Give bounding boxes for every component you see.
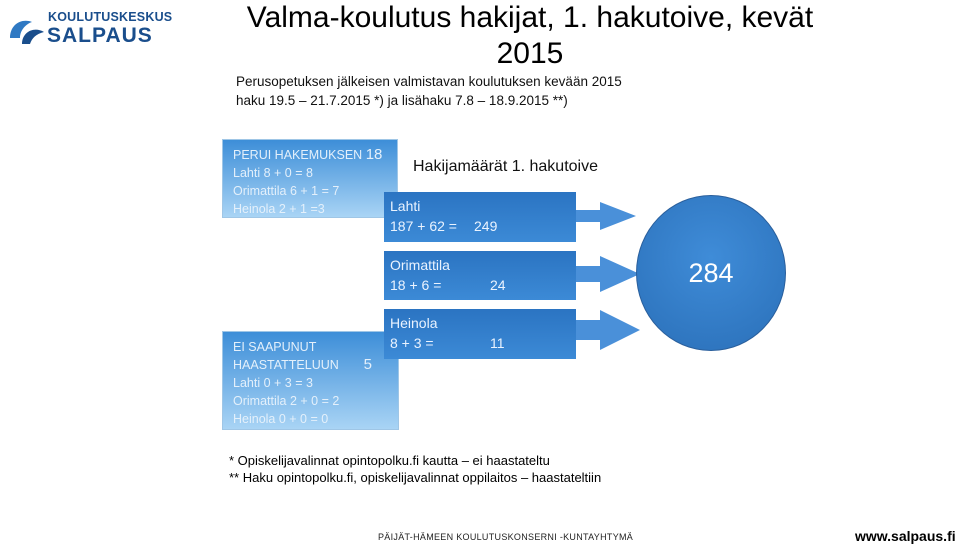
footnote-2: ** Haku opintopolku.fi, opiskelijavalinnat oppilaitos – haastateltiin [229,470,602,485]
location-result: 11 [490,335,505,351]
website-link[interactable]: www.salpaus.fi [855,528,956,544]
page-title [200,0,860,72]
location-calc: 187 + 62 = [390,218,457,234]
location-box-lahti [384,192,576,242]
title-line-1: Valma-koulutus hakijat, 1. hakutoive, kevät [246,1,814,34]
no-show-line-orimattila: Orimattila 2 + 0 = 2 [233,394,340,408]
cancelled-line-orimattila: Orimattila 6 + 1 = 7 [233,184,340,198]
cancelled-line-heinola: Heinola 2 + 1 =3 [233,202,325,216]
location-box-heinola [384,309,576,359]
applicant-count-label: Hakijamäärät 1. hakutoive [413,158,598,175]
no-show-total: 5 [363,356,372,373]
logo-text-main: SALPAUS [47,24,153,47]
page-subtitle [236,72,622,110]
location-calc: 18 + 6 = [390,277,442,293]
subtitle-line-1: Perusopetuksen jälkeisen valmistavan koulutuksen kevään 2015 [236,74,622,89]
no-show-heading-2: HAASTATTELUUN [233,358,339,372]
footnote-1: * Opiskelijavalinnat opintopolku.fi kautta – ei haastateltu [229,453,550,468]
total-circle [636,195,786,351]
location-name: Lahti [390,198,421,214]
cancelled-heading: PERUI HAKEMUKSEN [233,148,363,162]
title-line-2: 2015 [496,37,564,70]
arrow-icon [576,310,640,350]
total-value: 284 [688,257,734,288]
no-show-line-heinola: Heinola 0 + 0 = 0 [233,412,329,426]
location-calc: 8 + 3 = [390,335,434,351]
location-name: Orimattila [390,257,450,273]
no-show-heading-1: EI SAAPUNUT [233,340,317,354]
location-result: 24 [490,277,506,293]
cancelled-line-lahti: Lahti 8 + 0 = 8 [233,166,313,180]
cancelled-total: 18 [365,146,383,163]
location-calc-row [390,333,570,353]
cancelled-heading-row [233,146,387,164]
logo-text-top: KOULUTUSKESKUS [48,10,173,24]
no-show-interview-box [222,331,399,430]
location-calc-row [390,216,570,236]
cancelled-applications-box [222,139,398,218]
location-calc-row [390,275,570,295]
organization-name: PÄIJÄT-HÄMEEN KOULUTUSKONSERNI -KUNTAYHTYMÄ [378,532,634,542]
arrow-icon [576,202,636,230]
subtitle-line-2: haku 19.5 – 21.7.2015 *) ja lisähaku 7.8 – 18.9.2015 **) [236,93,568,108]
arrow-icon [576,256,640,292]
location-result: 249 [474,218,498,234]
no-show-heading-row [233,356,388,374]
footnotes [229,452,601,486]
location-name: Heinola [390,315,438,331]
no-show-line-lahti: Lahti 0 + 3 = 3 [233,376,313,390]
location-box-orimattila [384,251,576,300]
